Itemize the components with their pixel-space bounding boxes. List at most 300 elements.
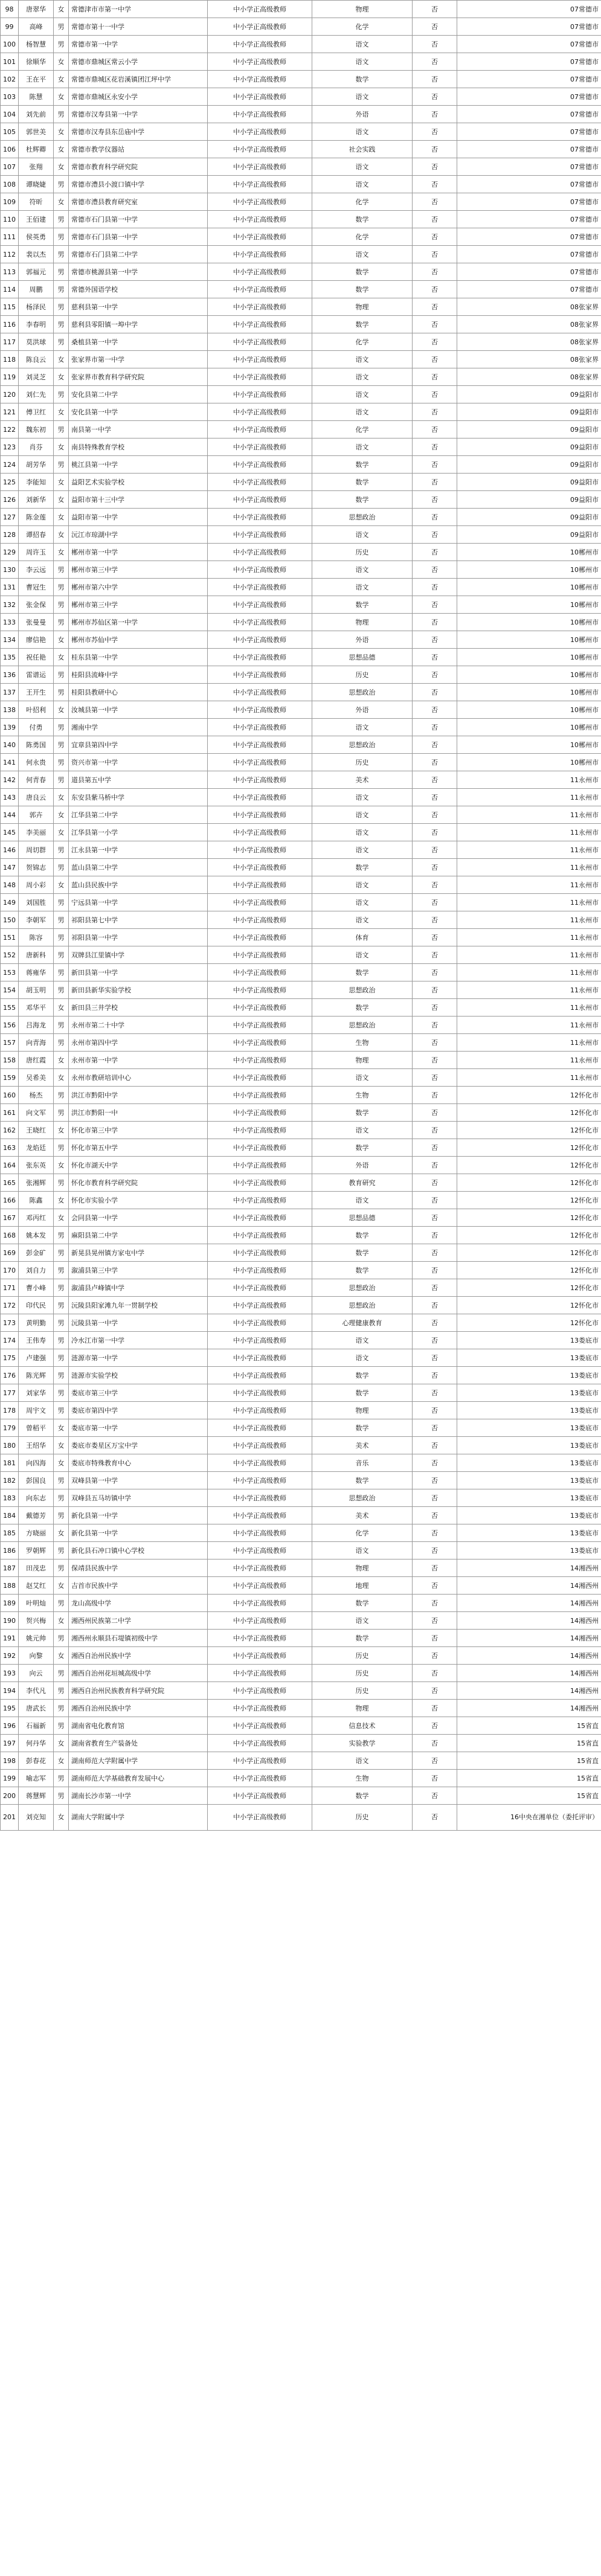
region-cell: 09益阳市 [457, 403, 601, 421]
flag-cell: 否 [413, 403, 457, 421]
gender-cell: 女 [54, 1209, 69, 1227]
index-cell: 178 [1, 1402, 19, 1419]
region-cell: 14湘西州 [457, 1630, 601, 1647]
subject-cell: 语文 [312, 526, 413, 544]
subject-cell: 语文 [312, 1332, 413, 1349]
gender-cell: 男 [54, 859, 69, 876]
region-cell: 09益阳市 [457, 526, 601, 544]
table-row [1, 18, 601, 36]
name-cell: 向青海 [19, 1034, 54, 1052]
region-cell: 15省直 [457, 1770, 601, 1787]
name-cell: 雷谱运 [19, 666, 54, 684]
region-cell: 09益阳市 [457, 474, 601, 491]
table-row [1, 719, 601, 736]
title-cell: 中小学正高级教师 [208, 228, 312, 246]
index-cell: 147 [1, 859, 19, 876]
school-cell: 湖南师范大学附属中学 [69, 1752, 208, 1770]
title-cell: 中小学正高级教师 [208, 719, 312, 736]
gender-cell: 男 [54, 1630, 69, 1647]
table-row [1, 1244, 601, 1262]
index-cell: 173 [1, 1314, 19, 1332]
name-cell: 向黎 [19, 1647, 54, 1665]
school-cell: 益阳市第一中学 [69, 509, 208, 526]
gender-cell: 女 [54, 526, 69, 544]
region-cell: 07常德市 [457, 123, 601, 141]
subject-cell: 化学 [312, 193, 413, 211]
school-cell: 常德市汉寿县第一中学 [69, 106, 208, 123]
subject-cell: 历史 [312, 1682, 413, 1700]
subject-cell: 数学 [312, 281, 413, 298]
index-cell: 188 [1, 1577, 19, 1595]
index-cell: 185 [1, 1524, 19, 1542]
index-cell: 182 [1, 1472, 19, 1489]
school-cell: 湘西自治州花垣城高级中学 [69, 1665, 208, 1682]
region-cell: 09益阳市 [457, 438, 601, 456]
gender-cell: 男 [54, 911, 69, 929]
index-cell: 101 [1, 53, 19, 71]
subject-cell: 生物 [312, 1770, 413, 1787]
table-row [1, 1052, 601, 1069]
index-cell: 177 [1, 1384, 19, 1402]
index-cell: 124 [1, 456, 19, 474]
subject-cell: 语文 [312, 789, 413, 806]
gender-cell: 女 [54, 123, 69, 141]
name-cell: 何永贵 [19, 754, 54, 771]
title-cell: 中小学正高级教师 [208, 666, 312, 684]
school-cell: 祁阳县第七中学 [69, 911, 208, 929]
index-cell: 117 [1, 333, 19, 351]
table-row [1, 1770, 601, 1787]
index-cell: 166 [1, 1192, 19, 1209]
subject-cell: 思想政治 [312, 1297, 413, 1314]
school-cell: 会同县第一中学 [69, 1209, 208, 1227]
title-cell: 中小学正高级教师 [208, 211, 312, 228]
name-cell: 向文军 [19, 1104, 54, 1122]
region-cell: 12怀化市 [457, 1244, 601, 1262]
region-cell: 11永州市 [457, 1034, 601, 1052]
school-cell: 常德市教学仪器站 [69, 141, 208, 158]
school-cell: 桂阳县教研中心 [69, 684, 208, 701]
index-cell: 148 [1, 876, 19, 894]
gender-cell: 男 [54, 1017, 69, 1034]
table-row [1, 176, 601, 193]
title-cell: 中小学正高级教师 [208, 526, 312, 544]
title-cell: 中小学正高级教师 [208, 1122, 312, 1139]
subject-cell: 历史 [312, 754, 413, 771]
subject-cell: 数学 [312, 316, 413, 333]
school-cell: 湖南省电化教育馆 [69, 1717, 208, 1735]
school-cell: 吉首市民族中学 [69, 1577, 208, 1595]
school-cell: 保靖县民族中学 [69, 1559, 208, 1577]
flag-cell: 否 [413, 806, 457, 824]
gender-cell: 女 [54, 403, 69, 421]
flag-cell: 否 [413, 631, 457, 649]
school-cell: 怀化市教育科学研究院 [69, 1174, 208, 1192]
gender-cell: 女 [54, 999, 69, 1017]
region-cell: 13娄底市 [457, 1472, 601, 1489]
school-cell: 常德市鼎城区花岩溪镇团江坪中学 [69, 71, 208, 88]
title-cell: 中小学正高级教师 [208, 1717, 312, 1735]
index-cell: 135 [1, 649, 19, 666]
flag-cell: 否 [413, 193, 457, 211]
school-cell: 涟源市实验学校 [69, 1367, 208, 1384]
school-cell: 常德市桃源县第一中学 [69, 263, 208, 281]
flag-cell: 否 [413, 1595, 457, 1612]
flag-cell: 否 [413, 88, 457, 106]
region-cell: 08张家界 [457, 333, 601, 351]
gender-cell: 女 [54, 1157, 69, 1174]
school-cell: 洪江市黔阳中学 [69, 1087, 208, 1104]
title-cell: 中小学正高级教师 [208, 456, 312, 474]
subject-cell: 数学 [312, 999, 413, 1017]
title-cell: 中小学正高级教师 [208, 421, 312, 438]
name-cell: 黄明勤 [19, 1314, 54, 1332]
subject-cell: 语文 [312, 579, 413, 596]
index-cell: 175 [1, 1349, 19, 1367]
gender-cell: 男 [54, 36, 69, 53]
index-cell: 98 [1, 1, 19, 18]
name-cell: 田茂忠 [19, 1559, 54, 1577]
gender-cell: 女 [54, 438, 69, 456]
table-row [1, 53, 601, 71]
index-cell: 129 [1, 544, 19, 561]
title-cell: 中小学正高级教师 [208, 911, 312, 929]
title-cell: 中小学正高级教师 [208, 806, 312, 824]
subject-cell: 数学 [312, 1262, 413, 1279]
table-row [1, 403, 601, 421]
school-cell: 道县第五中学 [69, 771, 208, 789]
table-row [1, 1017, 601, 1034]
name-cell: 赵艾红 [19, 1577, 54, 1595]
name-cell: 杨智慧 [19, 36, 54, 53]
region-cell: 07常德市 [457, 1, 601, 18]
index-cell: 104 [1, 106, 19, 123]
region-cell: 13娄底市 [457, 1489, 601, 1507]
subject-cell: 化学 [312, 421, 413, 438]
index-cell: 133 [1, 614, 19, 631]
index-cell: 108 [1, 176, 19, 193]
flag-cell: 否 [413, 596, 457, 614]
school-cell: 江华县第二中学 [69, 806, 208, 824]
flag-cell: 否 [413, 1349, 457, 1367]
table-row [1, 1367, 601, 1384]
subject-cell: 语文 [312, 123, 413, 141]
name-cell: 陈鑫 [19, 1192, 54, 1209]
subject-cell: 思想政治 [312, 1489, 413, 1507]
school-cell: 郴州市第一中学 [69, 544, 208, 561]
name-cell: 姚元帅 [19, 1630, 54, 1647]
title-cell: 中小学正高级教师 [208, 491, 312, 509]
region-cell: 10郴州市 [457, 684, 601, 701]
table-row [1, 456, 601, 474]
subject-cell: 心理健康教育 [312, 1314, 413, 1332]
index-cell: 183 [1, 1489, 19, 1507]
region-cell: 10郴州市 [457, 631, 601, 649]
table-row [1, 123, 601, 141]
name-cell: 陈慧 [19, 88, 54, 106]
title-cell: 中小学正高级教师 [208, 71, 312, 88]
gender-cell: 女 [54, 88, 69, 106]
title-cell: 中小学正高级教师 [208, 53, 312, 71]
index-cell: 134 [1, 631, 19, 649]
title-cell: 中小学正高级教师 [208, 1419, 312, 1437]
region-cell: 13娄底市 [457, 1402, 601, 1419]
school-cell: 怀化市湖天中学 [69, 1157, 208, 1174]
subject-cell: 思想品德 [312, 649, 413, 666]
gender-cell: 男 [54, 246, 69, 263]
school-cell: 新化县石冲口镇中心学校 [69, 1542, 208, 1559]
region-cell: 07常德市 [457, 281, 601, 298]
title-cell: 中小学正高级教师 [208, 176, 312, 193]
index-cell: 192 [1, 1647, 19, 1665]
school-cell: 沅陵县阳家滩九年一贯制学校 [69, 1297, 208, 1314]
subject-cell: 物理 [312, 1402, 413, 1419]
flag-cell: 否 [413, 1139, 457, 1157]
index-cell: 132 [1, 596, 19, 614]
school-cell: 湘西自治州民族中学 [69, 1700, 208, 1717]
table-row [1, 106, 601, 123]
subject-cell: 数学 [312, 1787, 413, 1805]
school-cell: 桑植县第一中学 [69, 333, 208, 351]
title-cell: 中小学正高级教师 [208, 1524, 312, 1542]
gender-cell: 女 [54, 1735, 69, 1752]
table-row [1, 824, 601, 841]
flag-cell: 否 [413, 1630, 457, 1647]
table-row [1, 298, 601, 316]
subject-cell: 历史 [312, 666, 413, 684]
title-cell: 中小学正高级教师 [208, 876, 312, 894]
name-cell: 李春明 [19, 316, 54, 333]
table-row [1, 544, 601, 561]
table-row [1, 263, 601, 281]
gender-cell: 女 [54, 474, 69, 491]
flag-cell: 否 [413, 719, 457, 736]
subject-cell: 思想政治 [312, 1279, 413, 1297]
title-cell: 中小学正高级教师 [208, 106, 312, 123]
title-cell: 中小学正高级教师 [208, 561, 312, 579]
title-cell: 中小学正高级教师 [208, 736, 312, 754]
school-cell: 常德市石门县第二中学 [69, 246, 208, 263]
index-cell: 156 [1, 1017, 19, 1034]
title-cell: 中小学正高级教师 [208, 1034, 312, 1052]
name-cell: 唐红霞 [19, 1052, 54, 1069]
index-cell: 100 [1, 36, 19, 53]
title-cell: 中小学正高级教师 [208, 771, 312, 789]
table-row [1, 158, 601, 176]
table-row [1, 1069, 601, 1087]
school-cell: 常德市石门县第一中学 [69, 228, 208, 246]
table-row [1, 614, 601, 631]
title-cell: 中小学正高级教师 [208, 123, 312, 141]
subject-cell: 数学 [312, 491, 413, 509]
table-row [1, 1087, 601, 1104]
title-cell: 中小学正高级教师 [208, 1104, 312, 1122]
index-cell: 159 [1, 1069, 19, 1087]
school-cell: 安化县第一中学 [69, 403, 208, 421]
subject-cell: 历史 [312, 1647, 413, 1665]
name-cell: 方晓丽 [19, 1524, 54, 1542]
gender-cell: 男 [54, 333, 69, 351]
title-cell: 中小学正高级教师 [208, 1665, 312, 1682]
table-row [1, 999, 601, 1017]
index-cell: 115 [1, 298, 19, 316]
region-cell: 10郴州市 [457, 719, 601, 736]
title-cell: 中小学正高级教师 [208, 841, 312, 859]
index-cell: 201 [1, 1805, 19, 1831]
region-cell: 14湘西州 [457, 1682, 601, 1700]
index-cell: 118 [1, 351, 19, 368]
index-cell: 126 [1, 491, 19, 509]
index-cell: 145 [1, 824, 19, 841]
gender-cell: 男 [54, 579, 69, 596]
subject-cell: 语文 [312, 403, 413, 421]
index-cell: 122 [1, 421, 19, 438]
title-cell: 中小学正高级教师 [208, 1332, 312, 1349]
table-row [1, 1314, 601, 1332]
gender-cell: 女 [54, 71, 69, 88]
table-row [1, 579, 601, 596]
index-cell: 120 [1, 386, 19, 403]
region-cell: 14湘西州 [457, 1665, 601, 1682]
region-cell: 11永州市 [457, 859, 601, 876]
subject-cell: 数学 [312, 1472, 413, 1489]
school-cell: 湘西自治州民族教育科学研究院 [69, 1682, 208, 1700]
flag-cell: 否 [413, 386, 457, 403]
table-row [1, 438, 601, 456]
region-cell: 11永州市 [457, 911, 601, 929]
name-cell: 蒋雍华 [19, 964, 54, 981]
name-cell: 罗朝辉 [19, 1542, 54, 1559]
flag-cell: 否 [413, 1717, 457, 1735]
school-cell: 溆浦县第三中学 [69, 1262, 208, 1279]
school-cell: 常德市第十一中学 [69, 18, 208, 36]
flag-cell: 否 [413, 298, 457, 316]
flag-cell: 否 [413, 1805, 457, 1831]
region-cell: 14湘西州 [457, 1700, 601, 1717]
index-cell: 105 [1, 123, 19, 141]
table-row [1, 771, 601, 789]
gender-cell: 女 [54, 1752, 69, 1770]
school-cell: 郴州市第六中学 [69, 579, 208, 596]
table-row [1, 193, 601, 211]
region-cell: 12怀化市 [457, 1279, 601, 1297]
school-cell: 湘南中学 [69, 719, 208, 736]
flag-cell: 否 [413, 36, 457, 53]
subject-cell: 物理 [312, 1700, 413, 1717]
subject-cell: 数学 [312, 211, 413, 228]
title-cell: 中小学正高级教师 [208, 649, 312, 666]
subject-cell: 数学 [312, 1630, 413, 1647]
name-cell: 刘国胜 [19, 894, 54, 911]
subject-cell: 美术 [312, 771, 413, 789]
title-cell: 中小学正高级教师 [208, 193, 312, 211]
gender-cell: 男 [54, 719, 69, 736]
index-cell: 112 [1, 246, 19, 263]
region-cell: 07常德市 [457, 71, 601, 88]
title-cell: 中小学正高级教师 [208, 859, 312, 876]
table-row [1, 474, 601, 491]
school-cell: 娄底市特殊教育中心 [69, 1454, 208, 1472]
subject-cell: 化学 [312, 333, 413, 351]
title-cell: 中小学正高级教师 [208, 894, 312, 911]
name-cell: 向东志 [19, 1489, 54, 1507]
flag-cell: 否 [413, 1104, 457, 1122]
name-cell: 邓丙红 [19, 1209, 54, 1227]
school-cell: 常德市教育科学研究院 [69, 158, 208, 176]
title-cell: 中小学正高级教师 [208, 1314, 312, 1332]
title-cell: 中小学正高级教师 [208, 946, 312, 964]
gender-cell: 女 [54, 141, 69, 158]
school-cell: 溆浦县卢峰镇中学 [69, 1279, 208, 1297]
index-cell: 110 [1, 211, 19, 228]
table-row [1, 526, 601, 544]
gender-cell: 女 [54, 1192, 69, 1209]
subject-cell: 数学 [312, 1367, 413, 1384]
name-cell: 姚本发 [19, 1227, 54, 1244]
table-row [1, 386, 601, 403]
title-cell: 中小学正高级教师 [208, 141, 312, 158]
name-cell: 陈容 [19, 929, 54, 946]
flag-cell: 否 [413, 1787, 457, 1805]
title-cell: 中小学正高级教师 [208, 999, 312, 1017]
flag-cell: 否 [413, 999, 457, 1017]
name-cell: 唐新科 [19, 946, 54, 964]
index-cell: 179 [1, 1419, 19, 1437]
title-cell: 中小学正高级教师 [208, 579, 312, 596]
subject-cell: 化学 [312, 228, 413, 246]
name-cell: 曾稻平 [19, 1419, 54, 1437]
flag-cell: 否 [413, 859, 457, 876]
name-cell: 李云远 [19, 561, 54, 579]
school-cell: 娄底市第四中学 [69, 1402, 208, 1419]
gender-cell: 女 [54, 1612, 69, 1630]
flag-cell: 否 [413, 1507, 457, 1524]
region-cell: 11永州市 [457, 1017, 601, 1034]
name-cell: 张翔 [19, 158, 54, 176]
subject-cell: 思想政治 [312, 684, 413, 701]
index-cell: 142 [1, 771, 19, 789]
gender-cell: 女 [54, 351, 69, 368]
name-cell: 周小彩 [19, 876, 54, 894]
school-cell: 桂东县第一中学 [69, 649, 208, 666]
table-row [1, 1752, 601, 1770]
region-cell: 11永州市 [457, 929, 601, 946]
table-row [1, 1595, 601, 1612]
name-cell: 杨泽民 [19, 298, 54, 316]
table-row [1, 806, 601, 824]
school-cell: 娄底市第三中学 [69, 1384, 208, 1402]
region-cell: 13娄底市 [457, 1437, 601, 1454]
subject-cell: 语文 [312, 438, 413, 456]
flag-cell: 否 [413, 1069, 457, 1087]
table-row [1, 1104, 601, 1122]
region-cell: 13娄底市 [457, 1542, 601, 1559]
index-cell: 151 [1, 929, 19, 946]
table-row [1, 1192, 601, 1209]
region-cell: 12怀化市 [457, 1122, 601, 1139]
table-row [1, 1630, 601, 1647]
name-cell: 侯英勇 [19, 228, 54, 246]
school-cell: 常德市汉寿县东岳庙中学 [69, 123, 208, 141]
subject-cell: 语文 [312, 1349, 413, 1367]
flag-cell: 否 [413, 71, 457, 88]
gender-cell: 男 [54, 386, 69, 403]
region-cell: 14湘西州 [457, 1577, 601, 1595]
gender-cell: 女 [54, 789, 69, 806]
title-cell: 中小学正高级教师 [208, 351, 312, 368]
region-cell: 09益阳市 [457, 456, 601, 474]
gender-cell: 男 [54, 316, 69, 333]
